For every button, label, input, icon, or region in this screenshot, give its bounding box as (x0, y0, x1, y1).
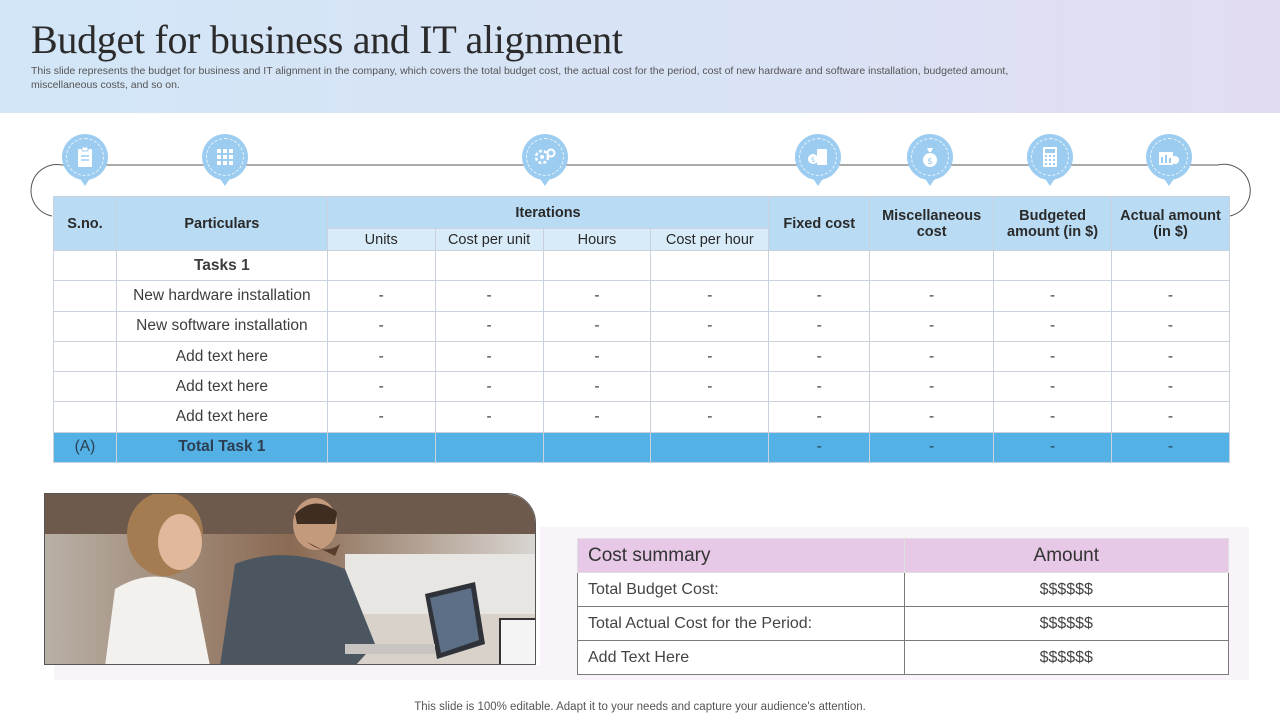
cell: - (1112, 402, 1230, 432)
summary-row (578, 641, 1229, 675)
summary-amount: $$$$$$ (904, 607, 1228, 641)
cell: - (651, 402, 769, 432)
table-row (54, 251, 1230, 281)
cell: - (870, 402, 994, 432)
summary-label: Total Budget Cost: (578, 573, 905, 607)
page-subtitle: This slide represents the budget for business and IT alignment in the company, which covers the total budget cost, the actual cost for the period, cost of new hardware and software installation, budgeted amount, miscellaneous costs, and so on. (31, 65, 1009, 91)
cell: - (543, 402, 651, 432)
total-sno: (A) (54, 432, 117, 462)
summary-label: Add Text Here (578, 641, 905, 675)
cell: - (769, 372, 870, 402)
cell: - (327, 311, 435, 341)
row-label: Add text here (116, 341, 327, 371)
cell: - (435, 402, 543, 432)
summary-header-label: Cost summary (578, 539, 905, 573)
header-misc-cost: Miscellaneous cost (870, 197, 994, 251)
cell: - (327, 402, 435, 432)
cell: - (435, 311, 543, 341)
gears-icon (522, 134, 568, 192)
cell: - (994, 432, 1112, 462)
table-row (54, 372, 1230, 402)
header-cost-per-unit: Cost per unit (435, 229, 543, 251)
header-cost-per-hour: Cost per hour (651, 229, 769, 251)
cell: - (769, 281, 870, 311)
total-row (54, 432, 1230, 462)
cell: - (543, 281, 651, 311)
calculator-icon (1027, 134, 1073, 192)
cell: - (769, 311, 870, 341)
table-row (54, 311, 1230, 341)
table-row (54, 341, 1230, 371)
row-label: New software installation (116, 311, 327, 341)
calculator-money-icon (795, 134, 841, 192)
cell: - (769, 341, 870, 371)
svg-text:$: $ (927, 157, 933, 167)
cell: - (870, 311, 994, 341)
header-budgeted: Budgeted amount (in $) (994, 197, 1112, 251)
summary-amount: $$$$$$ (904, 641, 1228, 675)
row-label: Add text here (116, 402, 327, 432)
total-label: Total Task 1 (116, 432, 327, 462)
cell: - (994, 281, 1112, 311)
svg-text:$: $ (810, 156, 816, 164)
cell: - (870, 341, 994, 371)
cell: - (769, 432, 870, 462)
cost-summary-table (577, 538, 1229, 675)
cell: - (870, 281, 994, 311)
cell: - (1112, 341, 1230, 371)
money-bag-icon (907, 134, 953, 192)
cell: - (543, 341, 651, 371)
page-title: Budget for business and IT alignment (31, 17, 623, 62)
task-title: Tasks 1 (116, 251, 327, 281)
table-row (54, 281, 1230, 311)
summary-panel-strip (54, 665, 544, 680)
cell: - (994, 402, 1112, 432)
header-units: Units (327, 229, 435, 251)
cell: - (1112, 281, 1230, 311)
cell: - (651, 281, 769, 311)
cell: - (327, 281, 435, 311)
cell: - (769, 402, 870, 432)
cell: - (435, 341, 543, 371)
cell: - (435, 372, 543, 402)
budget-table (53, 196, 1230, 463)
cell: - (994, 341, 1112, 371)
table-row (54, 402, 1230, 432)
summary-row (578, 573, 1229, 607)
cell: - (870, 372, 994, 402)
grid-icon (202, 134, 248, 192)
cell: - (651, 311, 769, 341)
cell: - (651, 341, 769, 371)
row-label: Add text here (116, 372, 327, 402)
cell: - (651, 372, 769, 402)
cell: - (1112, 432, 1230, 462)
cell: - (870, 432, 994, 462)
team-photo (44, 493, 536, 665)
cell: - (543, 311, 651, 341)
cell: - (543, 372, 651, 402)
header-hours: Hours (543, 229, 651, 251)
cell: - (327, 372, 435, 402)
header-banner (0, 0, 1280, 113)
summary-row (578, 607, 1229, 641)
cell: - (327, 341, 435, 371)
clipboard-icon (62, 134, 108, 192)
summary-amount: $$$$$$ (904, 573, 1228, 607)
header-actual: Actual amount (in $) (1112, 197, 1230, 251)
header-fixed-cost: Fixed cost (769, 197, 870, 251)
summary-label: Total Actual Cost for the Period: (578, 607, 905, 641)
cell: - (1112, 311, 1230, 341)
header-particulars: Particulars (116, 197, 327, 251)
cell: - (435, 281, 543, 311)
footer-note: This slide is 100% editable. Adapt it to your needs and capture your audience's attention. (414, 701, 866, 713)
budget-chart-icon (1146, 134, 1192, 192)
row-label: New hardware installation (116, 281, 327, 311)
summary-header-amount: Amount (904, 539, 1228, 573)
cell: - (994, 372, 1112, 402)
header-sno: S.no. (54, 197, 117, 251)
cell: - (994, 311, 1112, 341)
cell: - (1112, 372, 1230, 402)
header-iterations: Iterations (327, 197, 769, 229)
